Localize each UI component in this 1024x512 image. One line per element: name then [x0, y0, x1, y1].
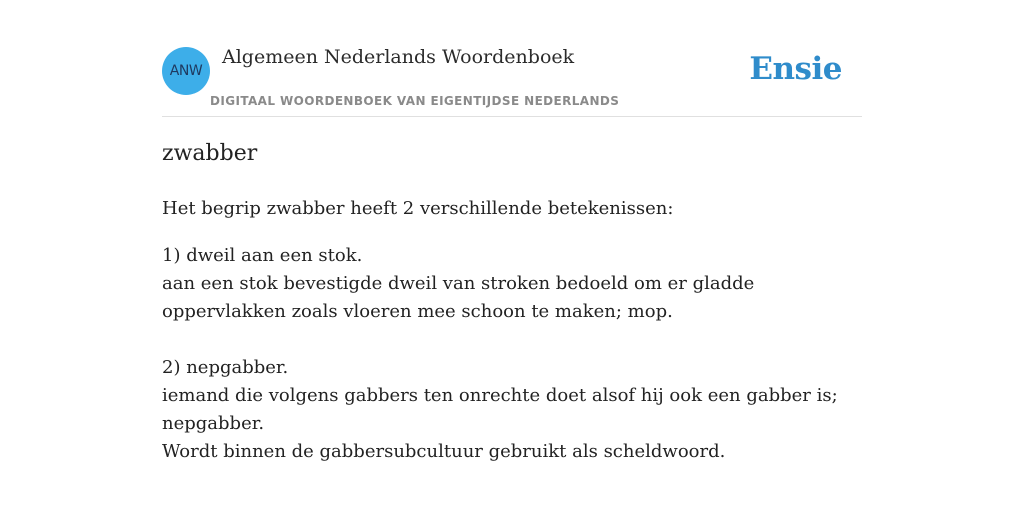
entry-content	[162, 138, 862, 466]
meaning-heading: 1) dweil aan een stok.	[162, 245, 363, 266]
entry-headword: zwabber	[162, 141, 258, 166]
meaning-separator	[162, 326, 862, 354]
anw-logo[interactable]	[162, 47, 210, 95]
meanings-list	[162, 242, 862, 466]
meaning-note: Wordt binnen de gabbersubcultuur gebruikt als scheldwoord.	[162, 441, 726, 462]
meaning-heading: 2) nepgabber.	[162, 357, 289, 378]
logo-text: ANW	[169, 63, 203, 79]
meaning-definition: iemand die volgens gabbers ten onrechte doet alsof hij ook een gabber is; nepgabber.	[162, 385, 838, 434]
site-title[interactable]: Algemeen Nederlands Woordenboek	[222, 46, 575, 68]
meaning-item	[162, 354, 862, 466]
page	[162, 0, 862, 512]
site-subtitle: DIGITAAL WOORDENBOEK VAN EIGENTIJDSE NEDERLANDS	[210, 94, 620, 108]
ensie-brand-link[interactable]: Ensie	[749, 51, 842, 87]
entry-intro: Het begrip zwabber heeft 2 verschillende betekenissen:	[162, 198, 674, 219]
site-header	[162, 0, 862, 117]
meaning-definition: aan een stok bevestigde dweil van stroken bedoeld om er gladde oppervlakken zoals vloeren mee schoon te maken; mop.	[162, 273, 755, 322]
meaning-item	[162, 242, 862, 326]
